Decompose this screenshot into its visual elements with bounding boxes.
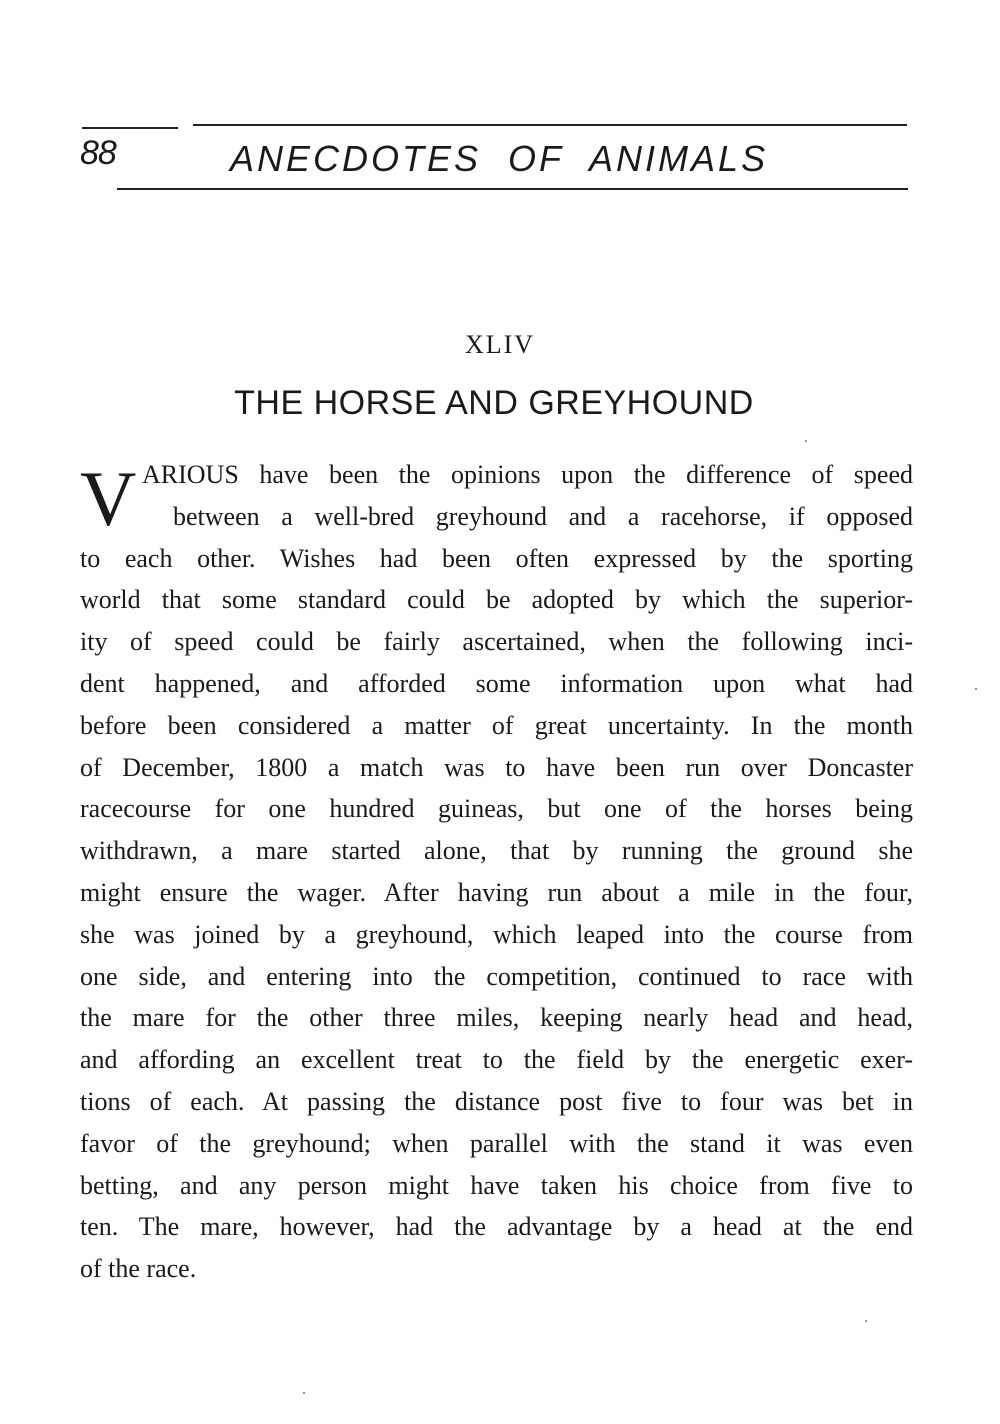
drop-cap: V: [80, 455, 137, 542]
header-rule-left: [82, 127, 178, 129]
text-line: withdrawn, a mare started alone, that by running the ground she: [80, 836, 913, 866]
text-line: dent happened, and afforded some information upon what had: [80, 668, 913, 698]
text-line: before been considered a matter of great uncertainty. In the month: [80, 710, 913, 740]
text-line: between a well-bred greyhound and a racehorse, if opposed: [173, 501, 913, 531]
text-line: to each other. Wishes had been often expressed by the sporting: [80, 543, 913, 573]
page-number: 88: [80, 134, 116, 172]
body-paragraph: [80, 454, 913, 1290]
header-rule-bottom: [117, 188, 908, 190]
paper-speck: [975, 688, 977, 690]
paper-speck: [805, 440, 807, 442]
running-head: ANECDOTES OF ANIMALS: [230, 138, 769, 179]
text-line: and affording an excellent treat to the field by the energetic exer-: [80, 1045, 913, 1075]
text-line: tions of each. At passing the distance post five to four was bet in: [80, 1086, 913, 1116]
text-line: one side, and entering into the competition, continued to race with: [80, 961, 913, 991]
text-line: ity of speed could be fairly ascertained, when the following inci-: [80, 627, 913, 657]
text-line: of the race.: [80, 1254, 197, 1284]
chapter-number: XLIV: [464, 330, 536, 359]
header-rule-right: [193, 124, 907, 126]
text-line: might ensure the wager. After having run about a mile in the four,: [80, 877, 913, 907]
paper-speck: [865, 1320, 867, 1322]
text-line: betting, and any person might have taken his choice from five to: [80, 1170, 913, 1200]
text-line: ARIOUS have been the opinions upon the difference of speed: [142, 460, 913, 489]
text-line: she was joined by a greyhound, which leaped into the course from: [80, 919, 913, 949]
text-line: the mare for the other three miles, keeping nearly head and head,: [80, 1003, 913, 1033]
text-line: racecourse for one hundred guineas, but one of the horses being: [80, 794, 913, 824]
text-line: ten. The mare, however, had the advantage by a head at the end: [80, 1212, 913, 1242]
chapter-title: THE HORSE AND GREYHOUND: [234, 384, 754, 422]
text-line: of December, 1800 a match was to have been run over Doncaster: [80, 752, 913, 782]
paper-speck: [303, 1392, 305, 1394]
text-line: world that some standard could be adopted by which the superior-: [80, 585, 913, 615]
text-line: favor of the greyhound; when parallel with the stand it was even: [80, 1128, 913, 1158]
